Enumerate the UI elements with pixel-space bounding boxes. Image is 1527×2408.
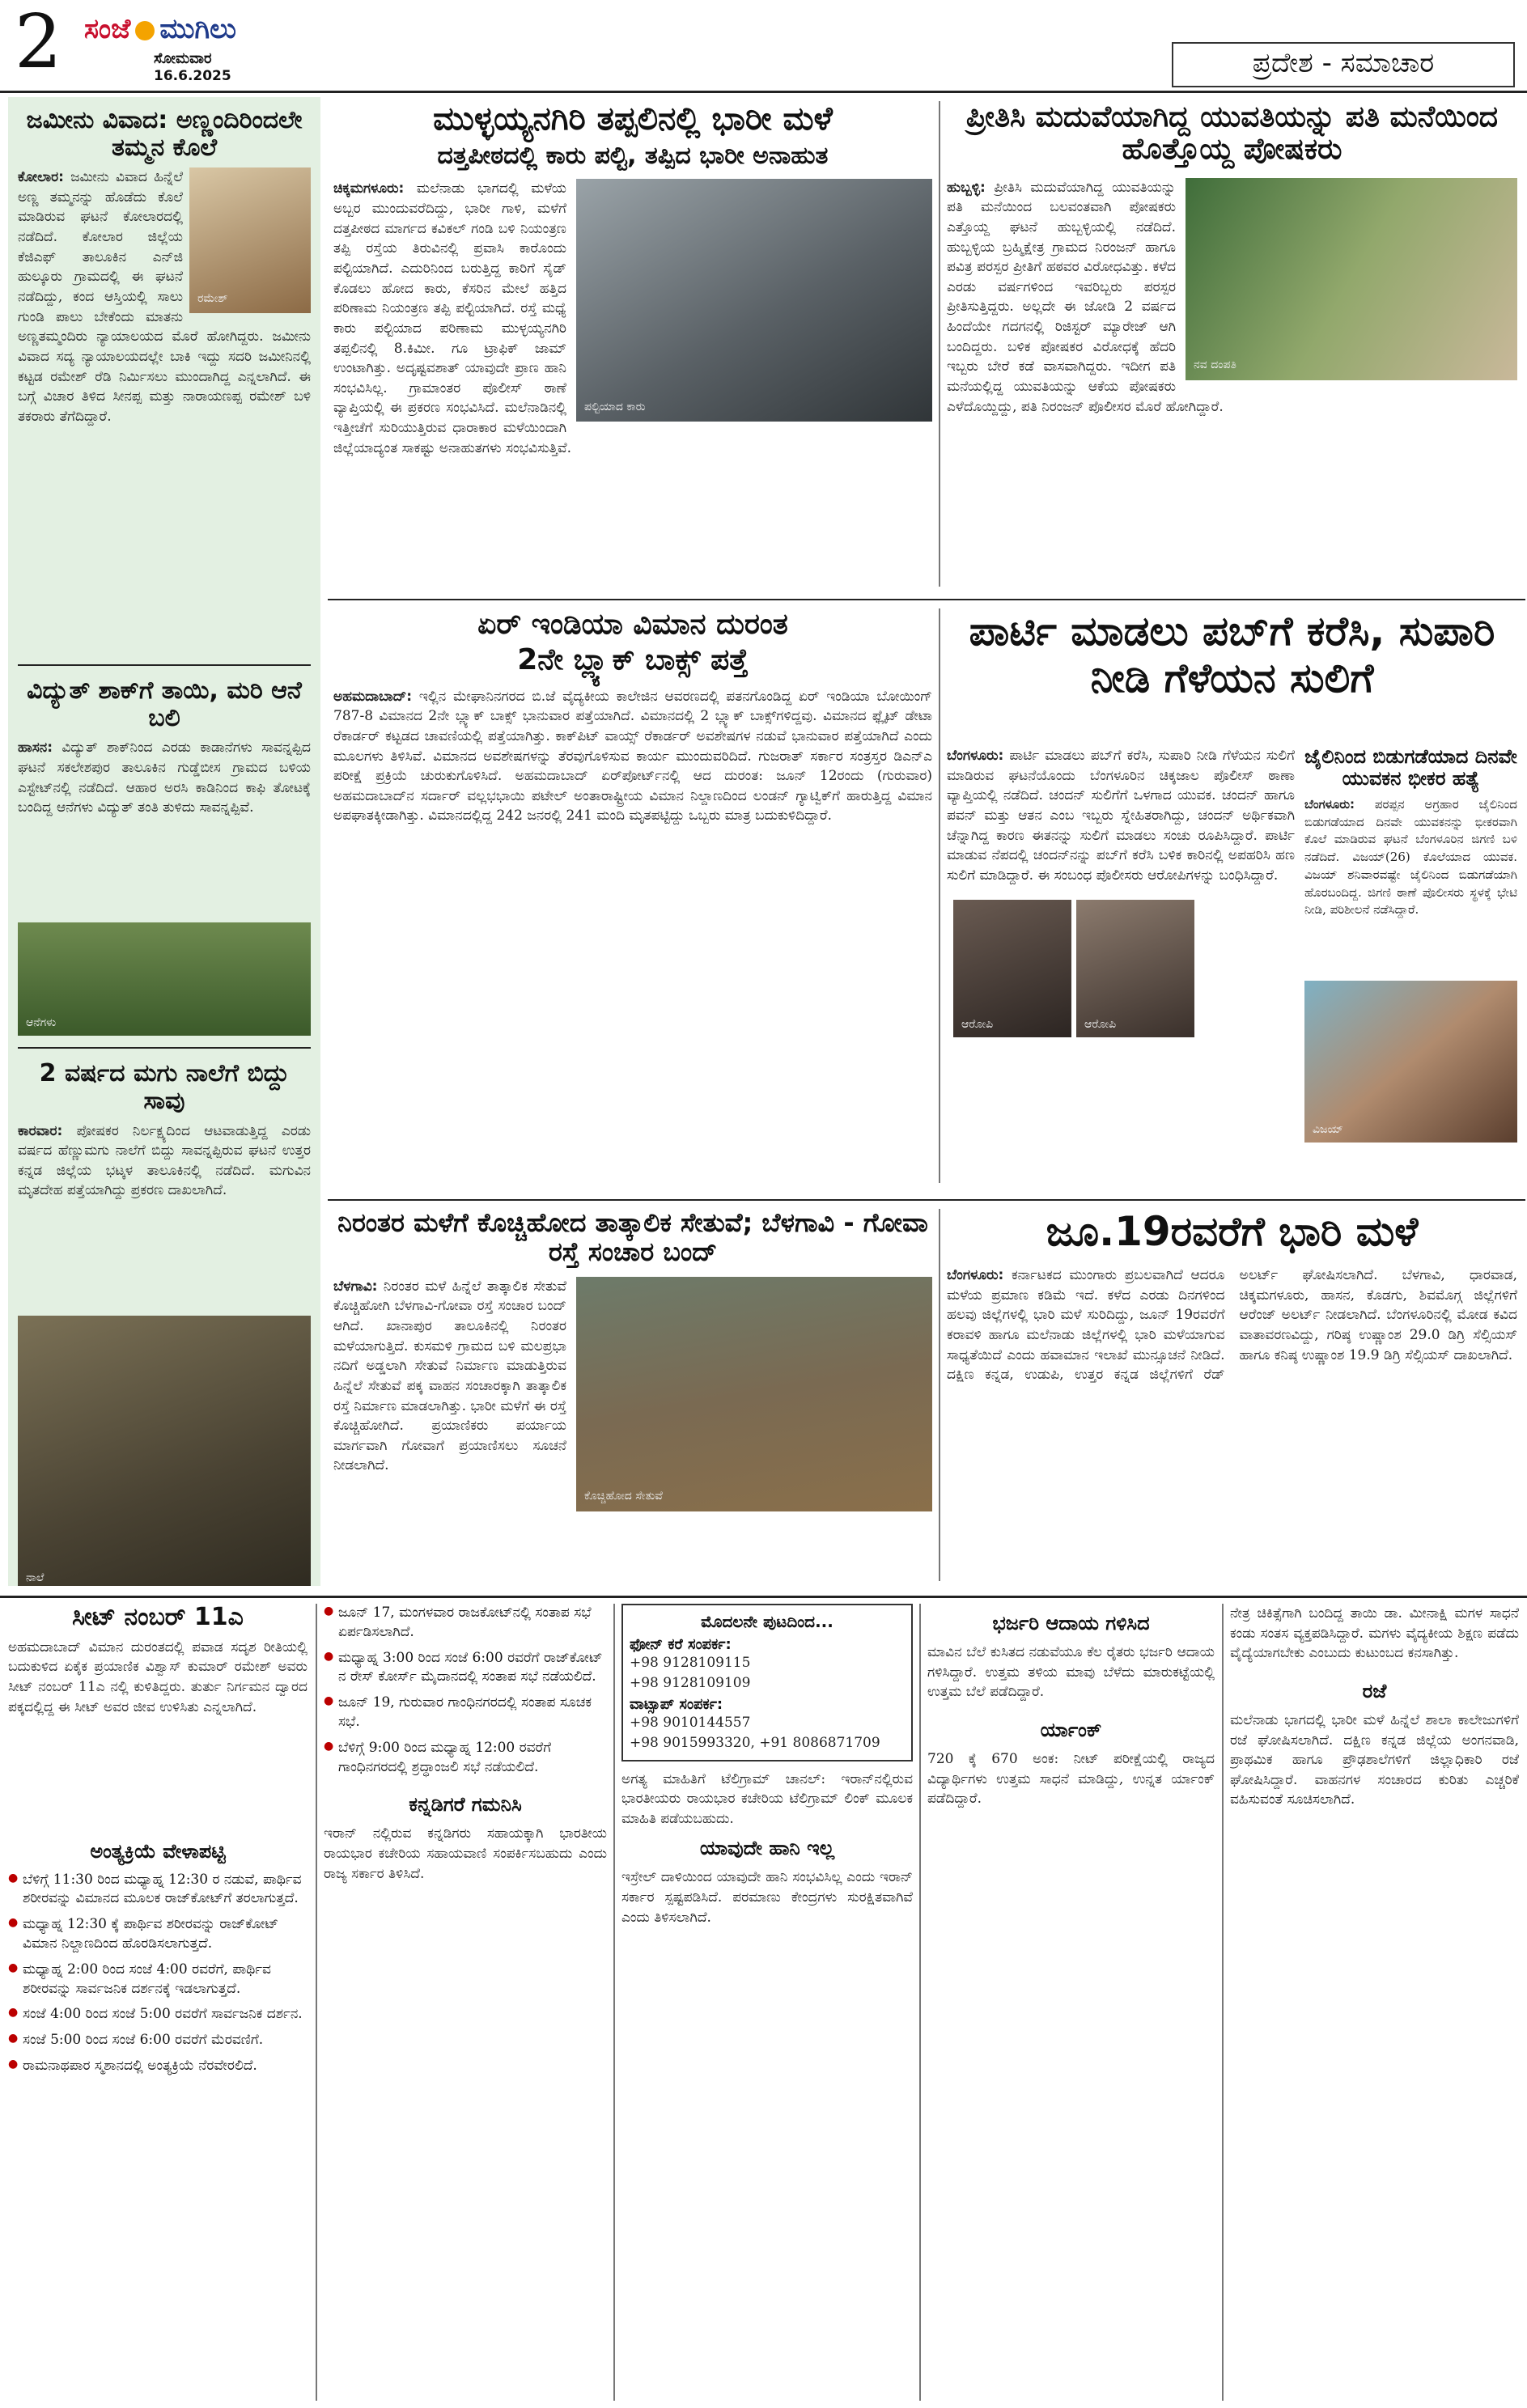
income-body: ಮಾವಿನ ಬೆಲೆ ಕುಸಿತದ ನಡುವೆಯೂ ಕೆಲ ರೈತರು ಭರ್ಜರಿ ಆದಾಯ ಗಳಿಸಿದ್ದಾರೆ. ಉತ್ತಮ ತಳಿಯ ಮಾವು ಬೆಳೆದು ಮಾರುಕಟ್ಟೆಯಲ್ಲಿ ಉತ್ತಮ ಬೆಲೆ ಪಡೆದಿದ್ದಾರೆ. bbox=[927, 1644, 1215, 1701]
divider bbox=[18, 664, 311, 666]
logo-text-2: ಮುಗಿಲು bbox=[159, 13, 236, 45]
section-rule bbox=[328, 599, 1525, 600]
jail-dateline: ಬೆಂಗಳೂರು: bbox=[1304, 796, 1355, 812]
top-right-caption: ನವ ದಂಪತಿ bbox=[1194, 358, 1236, 372]
phone-number: +98 9128109109 bbox=[630, 1674, 751, 1691]
top-right-story bbox=[947, 101, 1517, 591]
holiday-heading: ರಜೆ bbox=[1362, 1679, 1387, 1702]
top-story-dateline: ಚಿಕ್ಕಮಗಳೂರು: bbox=[333, 180, 405, 197]
section-rule bbox=[328, 1199, 1525, 1201]
kannadigas-heading: ಕನ್ನಡಿಗರೆ ಗಮನಿಸಿ bbox=[409, 1793, 522, 1817]
divider bbox=[18, 1047, 311, 1049]
top-story-body bbox=[333, 179, 932, 559]
rain-headline: ಜೂ.19ರವರೆಗೆ ಭಾರಿ ಮಳೆ bbox=[1046, 1209, 1419, 1255]
schedule-item: ● ಮಧ್ಯಾಹ್ನ 12:30 ಕ್ಕೆ ಪಾರ್ಥಿವ ಶರೀರವನ್ನು ರಾಜ್‌ಕೋಟ್ ವಿಮಾನ ನಿಲ್ದಾಣದಿಂದ ಹೊರಡಿಸಲಾಗುತ್ತದೆ. bbox=[8, 1915, 308, 1954]
bridge-headline: ನಿರಂತರ ಮಳೆಗೆ ಕೊಚ್ಚಿಹೋದ ತಾತ್ಕಾಲಿಕ ಸೇತುವೆ; ಬೆಳಗಾವಿ - ಗೋವಾ ರಸ್ತೆ ಸಂಚಾರ ಬಂದ್ bbox=[337, 1209, 928, 1267]
pub-story bbox=[947, 608, 1517, 1191]
column-divider bbox=[939, 101, 940, 587]
pub-photos bbox=[953, 900, 1196, 1037]
masthead bbox=[0, 0, 1527, 91]
schedule-list bbox=[8, 1871, 308, 2076]
kannadigas-body: ಇರಾನ್ ನಲ್ಲಿರುವ ಕನ್ನಡಿಗರು ಸಹಾಯಕ್ಕಾಗಿ ಭಾರತೀಯ ರಾಯಭಾರ ಕಚೇರಿಯ ಸಹಾಯವಾಣಿ ಸಂಪರ್ಕಿಸಬಹುದು ಎಂದು ರಾಜ್ಯ ಸರ್ಕಾರ ತಿಳಿಸಿದೆ. bbox=[324, 1825, 607, 1882]
left-story2-text: ವಿದ್ಯುತ್ ಶಾಕ್‌ನಿಂದ ಎರಡು ಕಾಡಾನೆಗಳು ಸಾವನ್ನಪ್ಪಿದ ಘಟನೆ ಸಕಲೇಶಪುರ ತಾಲೂಕಿನ ಗುಡ್ಡೆಬೀಸ ಗ್ರಾಮದ ಬಳಿಯ ಎಸ್ಟೇಟ್‌ನಲ್ಲಿ ನಡೆದಿದೆ. ಆಹಾರ ಅರಸಿ ಕಾಡಿನಿಂದ ಕಾಫಿ ತೋಟಕ್ಕೆ ಬಂದಿದ್ದ ಆನೆಗಳು ವಿದ್ಯುತ್ ತಂತಿ ತುಳಿದು ಸಾವನ್ನಪ್ಪಿವೆ. bbox=[18, 740, 311, 816]
bottom-mid1 bbox=[324, 1604, 607, 2401]
left-story3-text: ಪೋಷಕರ ನಿರ್ಲಕ್ಷ್ಯದಿಂದ ಆಟವಾಡುತ್ತಿದ್ದ ಎರಡು ವರ್ಷದ ಹೆಣ್ಣುಮಗು ನಾಲೆಗೆ ಬಿದ್ದು ಸಾವನ್ನಪ್ಪಿರುವ ಘಟನೆ ಉತ್ತರ ಕನ್ನಡ ಜಿಲ್ಲೆಯ ಭಟ್ಕಳ ತಾಲೂಕಿನಲ್ಲಿ ನಡೆದಿದೆ. ಮಗುವಿನ ಮೃತದೇಹ ಪತ್ತೆಯಾಗಿದ್ದು ಪ್ರಕರಣ ದಾಖಲಾಗಿದೆ. bbox=[18, 1122, 311, 1199]
left-story1-text: ಜಮೀನು ವಿವಾದ ಹಿನ್ನೆಲೆ ಅಣ್ಣ ತಮ್ಮನನ್ನು ಹೊಡೆದು ಕೊಲೆ ಮಾಡಿರುವ ಘಟನೆ ಕೋಲಾರದಲ್ಲಿ ನಡೆದಿದೆ. ಕೋಲಾರ ಜಿಲ್ಲೆಯ ಕೆಜಿಎಫ್ ತಾಲೂಕಿನ ಎನ್‌ಜಿ ಹುಲ್ಕೂರು ಗ್ರಾಮದಲ್ಲಿ ಈ ಘಟನೆ ನಡೆದಿದ್ದು, ಕಂದ ಆಸ್ತಿಯಲ್ಲಿ ಸಾಲು ಗುಂಡಿ ಪಾಲು ಬೇಕೆಂದು ಮಾತನು ಅಣ್ಣತಮ್ಮಂದಿರು ನ್ಯಾಯಾಲಯದ ಮೊರೆ ಹೋಗಿದ್ದರು. ಜಮೀನು ವಿವಾದ ಸದ್ಯ ನ್ಯಾಯಾಲಯದಲ್ಲೇ ಬಾಕಿ ಇದ್ದು ಸದರಿ ಜಮೀನಿನಲ್ಲಿ ಕಟ್ಟಡ ರಮೇಶ್ ರೆಡಿ ನಿರ್ಮಿಸಲು ಮುಂದಾಗಿದ್ದ ಎನ್ನಲಾಗಿದೆ. ಈ ಬಗ್ಗೆ ವಿಚಾರ ತಿಳಿದ ಸೀನಪ್ಪ ಮತ್ತು ನಾರಾಯಣಪ್ಪ ರಮೇಶ್ ಬಳಿ ತಕರಾರು ತೆಗೆದಿದ್ದಾರೆ. bbox=[18, 169, 311, 425]
front-page-box bbox=[621, 1604, 913, 1761]
column-divider bbox=[919, 1604, 921, 2401]
whatsapp-number: +98 9010144557 bbox=[630, 1715, 751, 1732]
schedule-item: ● ಬೆಳಿಗ್ಗೆ 11:30 ರಿಂದ ಮಧ್ಯಾಹ್ನ 12:30 ರ ನಡುವೆ, ಪಾರ್ಥಿವ ಶರೀರವನ್ನು ವಿಮಾನದ ಮೂಲಕ ರಾಜ್‌ಕೋಟ್‌ಗೆ ತರಲಾಗುತ್ತದೆ. bbox=[8, 1871, 308, 1910]
front-page-title: ಮೊದಲನೇ ಪುಟದಿಂದ... bbox=[701, 1612, 833, 1631]
rank-heading: ರ್ಯಾಂಕ್ bbox=[1040, 1718, 1102, 1741]
bridge-story bbox=[333, 1209, 932, 1589]
column-divider bbox=[939, 608, 940, 1183]
top-story bbox=[333, 101, 932, 591]
column-divider bbox=[939, 1209, 940, 1581]
event-item: ● ಬೆಳಿಗ್ಗೆ 9:00 ರಿಂದ ಮಧ್ಯಾಹ್ನ 12:00 ರವರೆಗೆ ಗಾಂಧಿನಗರದಲ್ಲಿ ಶ್ರದ್ಧಾಂಜಲಿ ಸಭೆ ನಡೆಯಲಿದೆ. bbox=[324, 1739, 607, 1778]
left-story3-caption: ನಾಲೆ bbox=[26, 1571, 45, 1584]
bridge-photo bbox=[576, 1277, 932, 1511]
rank-body: 720 ಕ್ಕೆ 670 ಅಂಕ: ನೀಟ್ ಪರೀಕ್ಷೆಯಲ್ಲಿ ರಾಜ್ಯದ ವಿದ್ಯಾರ್ಥಿಗಳು ಉತ್ತಮ ಸಾಧನೆ ಮಾಡಿದ್ದು, ಉನ್ನತ ರ್ಯಾಂಕ್ ಪಡೆದಿದ್ದಾರೆ. bbox=[927, 1750, 1215, 1808]
top-right-body bbox=[947, 178, 1517, 558]
pub-caption-2: ಆರೋಪಿ bbox=[1084, 1018, 1117, 1031]
page-number: 2 bbox=[15, 0, 62, 85]
column-divider bbox=[1222, 1604, 1224, 2401]
victim-photo bbox=[1304, 981, 1517, 1143]
bottom-left bbox=[8, 1604, 308, 2401]
phone-label: ಫೋನ್ ಕರೆ ಸಂಪರ್ಕ: bbox=[630, 1636, 732, 1653]
car-accident-photo bbox=[576, 179, 932, 422]
bridge-body bbox=[333, 1277, 932, 1568]
income-heading: ಭರ್ಜರಿ ಆದಾಯ ಗಳಿಸಿದ bbox=[992, 1612, 1150, 1634]
date: 16.6.2025 bbox=[154, 68, 231, 84]
schedule-item: ● ಸಂಜೆ 5:00 ರಿಂದ ಸಂಜೆ 6:00 ರವರೆಗೆ ಮೆರವಣಿಗೆ. bbox=[8, 2031, 308, 2050]
left-story1-dateline: ಕೋಲಾರ: bbox=[18, 169, 64, 186]
holiday-body: ಮಲೆನಾಡು ಭಾಗದಲ್ಲಿ ಭಾರೀ ಮಳೆ ಹಿನ್ನೆಲೆ ಶಾಲಾ ಕಾಲೇಜುಗಳಿಗೆ ರಜೆ ಘೋಷಿಸಲಾಗಿದೆ. ದಕ್ಷಿಣ ಕನ್ನಡ ಜಿಲ್ಲೆಯ ಅಂಗನವಾಡಿ, ಪ್ರಾಥಮಿಕ ಹಾಗೂ ಪ್ರೌಢಶಾಲೆಗಳಿಗೆ ಜಿಲ್ಲಾಧಿಕಾರಿ ರಜೆ ಘೋಷಿಸಿದ್ದಾರೆ. ವಾಹನಗಳ ಸಂಚಾರದ ಕುರಿತು ಎಚ್ಚರಿಕೆ ವಹಿಸುವಂತೆ ಸೂಚಿಸಲಾಗಿದೆ. bbox=[1230, 1711, 1519, 1808]
bottom-mid2 bbox=[621, 1604, 913, 2401]
schedule-item: ● ಮಧ್ಯಾಹ್ನ 2:00 ರಿಂದ ಸಂಜೆ 4:00 ರವರೆಗೆ, ಪಾರ್ಥಿವ ಶರೀರವನ್ನು ಸಾರ್ವಜನಿಕ ದರ್ಶನಕ್ಕೆ ಇಡಲಾಗುತ್ತದೆ. bbox=[8, 1961, 308, 1999]
logo-text: ಸಂಜೆ bbox=[84, 13, 131, 45]
whatsapp-label: ವಾಟ್ಸಾಪ್ ಸಂಪರ್ಕ: bbox=[630, 1696, 723, 1714]
air-india-dateline: ಅಹಮದಾಬಾದ್: bbox=[333, 688, 413, 705]
events-list bbox=[324, 1604, 607, 1777]
left-story1-caption: ರಮೇಶ್ bbox=[197, 291, 228, 305]
bridge-caption: ಕೊಚ್ಚಿಹೋದ ಸೇತುವೆ bbox=[584, 1490, 663, 1503]
accused-photo-2 bbox=[1076, 900, 1194, 1037]
event-item: ● ಮಧ್ಯಾಹ್ನ 3:00 ರಿಂದ ಸಂಜೆ 6:00 ರವರೆಗೆ ರಾಜ್‌ಕೋಟ್ ನ ರೇಸ್ ಕೋರ್ಸ್ ಮೈದಾನದಲ್ಲಿ ಸಂತಾಪ ಸಭೆ ನಡೆಯಲಿದೆ. bbox=[324, 1649, 607, 1688]
bridge-dateline: ಬೆಳಗಾವಿ: bbox=[333, 1278, 378, 1295]
day: ಸೋಮವಾರ bbox=[154, 50, 212, 67]
jail-text: ಪರಪ್ಪನ ಅಗ್ರಹಾರ ಜೈಲಿನಿಂದ ಬಿಡುಗಡೆಯಾದ ದಿನವೇ ಯುವಕನನ್ನು ಭೀಕರವಾಗಿ ಕೊಲೆ ಮಾಡಿರುವ ಘಟನೆ ಬೆಂಗಳೂರಿನ ಜಿಗಣಿ ಬಳಿ ನಡೆದಿದೆ. ವಿಜಯ್(26) ಕೊಲೆಯಾದ ಯುವಕ. ವಿಜಯ್ ಶನಿವಾರವಷ್ಟೇ ಜೈಲಿನಿಂದ ಬಿಡುಗಡೆಯಾಗಿ ಹೊರಬಂದಿದ್ದ. ಜಿಗಣಿ ಠಾಣೆ ಪೊಲೀಸರು ಸ್ಥಳಕ್ಕೆ ಭೇಟಿ ನೀಡಿ, ಪರಿಶೀಲನೆ ನಡೆಸಿದ್ದಾರೆ. bbox=[1304, 796, 1517, 918]
column-divider bbox=[316, 1604, 317, 2401]
left-story2-headline: ವಿದ್ಯುತ್ ಶಾಕ್‌ಗೆ ತಾಯಿ, ಮರಿ ಆನೆ ಬಲಿ bbox=[27, 676, 302, 732]
top-story-caption: ಪಲ್ಟಿಯಾದ ಕಾರು bbox=[584, 401, 646, 414]
left-story1-headline: ಜಮೀನು ವಿವಾದ: ಅಣ್ಣಂದಿರಿಂದಲೇ ತಮ್ಮನ ಕೊಲೆ bbox=[26, 106, 303, 162]
bottom-mid3 bbox=[927, 1604, 1215, 2401]
schedule-item: ● ರಾಮನಾಥಪಾರ ಸ್ಮಶಾನದಲ್ಲಿ ಅಂತ್ಯಕ್ರಿಯೆ ನೆರವೇರಲಿದೆ. bbox=[8, 2057, 308, 2076]
whatsapp-number: +98 9015993320, +91 8086871709 bbox=[630, 1734, 880, 1751]
bottom-right bbox=[1230, 1604, 1519, 2401]
pub-dateline: ಬೆಂಗಳೂರು: bbox=[947, 748, 1004, 764]
event-item: ● ಜೂನ್ 17, ಮಂಗಳವಾರ ರಾಜಕೋಟ್‌ನಲ್ಲಿ ಸಂತಾಪ ಸಭೆ ಏರ್ಪಡಿಸಲಾಗಿದೆ. bbox=[324, 1604, 607, 1643]
doctor-body: ನೇತ್ರ ಚಿಕಿತ್ಸೆಗಾಗಿ ಬಂದಿದ್ದ ತಾಯಿ ಡಾ. ಮೀನಾಕ್ಷಿ ಮಗಳ ಸಾಧನೆ ಕಂಡು ಸಂತಸ ವ್ಯಕ್ತಪಡಿಸಿದ್ದಾರೆ. ಮಗಳು ವೈದ್ಯಕೀಯ ಶಿಕ್ಷಣ ಪಡೆದು ವೈದ್ಯೆಯಾಗಬೇಕು ಎಂಬುದು ಕುಟುಂಬದ ಕನಸಾಗಿತ್ತು. bbox=[1230, 1605, 1519, 1662]
top-story-text: ಮಲೆನಾಡು ಭಾಗದಲ್ಲಿ ಮಳೆಯ ಅಬ್ಬರ ಮುಂದುವರೆದಿದ್ದು, ಭಾರೀ ಗಾಳಿ, ಮಳೆಗೆ ದತ್ತಪೀಠದ ಮಾರ್ಗದ ಕವಿಕಲ್ ಗಂಡಿ ಬಳಿ ನಿಯಂತ್ರಣ ತಪ್ಪಿ ರಸ್ತೆಯ ತಿರುವಿನಲ್ಲಿ ಪ್ರವಾಸಿ ಕಾರೊಂದು ಪಲ್ಟಿಯಾಗಿದೆ. ಎದುರಿನಿಂದ ಬರುತ್ತಿದ್ದ ಕಾರಿಗೆ ಸೈಡ್ ಕೊಡಲು ಹೋದ ಕಾರು, ಕೆಸರಿನ ಮೇಲೆ ಹತ್ತಿದ ಪರಿಣಾಮ ನಿಯಂತ್ರಣ ತಪ್ಪಿ ಪಲ್ಟಿಯಾಗಿದೆ. ರಸ್ತೆ ಮಧ್ಯೆ ಕಾರು ಪಲ್ಟಿಯಾದ ಪರಿಣಾಮ ಮುಳ್ಳಯ್ಯನಗಿರಿ ತಪ್ಪಲಿನಲ್ಲಿ 8.ಕಿಮೀ. ಗೂ ಟ್ರಾಫಿಕ್ ಜಾಮ್ ಉಂಟಾಗಿತ್ತು. ಅದೃಷ್ಟವಶಾತ್ ಯಾವುದೇ ಪ್ರಾಣ ಹಾನಿ ಸಂಭವಿಸಿಲ್ಲ. ಗ್ರಾಮಾಂತರ ಪೊಲೀಸ್ ಠಾಣೆ ವ್ಯಾಪ್ತಿಯಲ್ಲಿ ಈ ಪ್ರಕರಣ ಸಂಭವಿಸಿದೆ. ಮಲೆನಾಡಿನಲ್ಲಿ ಇತ್ತೀಚೆಗೆ ಸುರಿಯುತ್ತಿರುವ ಧಾರಾಕಾರ ಮಳೆಯಿಂದಾಗಿ ಜಿಲ್ಲೆಯಾದ್ಯಂತ ಸಾಕಷ್ಟು ಅನಾಹುತಗಳು ಸಂಭವಿಸುತ್ತಿವೆ. bbox=[333, 180, 572, 456]
couple-photo bbox=[1186, 178, 1517, 380]
air-india-body bbox=[333, 687, 932, 1172]
left-story2-caption: ಆನೆಗಳು bbox=[26, 1016, 57, 1030]
sun-icon bbox=[135, 21, 155, 40]
logo bbox=[84, 13, 236, 45]
phone-number: +98 9128109115 bbox=[630, 1655, 751, 1671]
elephants-photo bbox=[18, 922, 311, 1036]
top-right-headline: ಪ್ರೀತಿಸಿ ಮದುವೆಯಾಗಿದ್ದ ಯುವತಿಯನ್ನು ಪತಿ ಮನೆಯಿಂದ ಹೊತ್ತೊಯ್ದ ಪೋಷಕರು bbox=[965, 101, 1499, 167]
jail-headline: ಜೈಲಿನಿಂದ ಬಿಡುಗಡೆಯಾದ ದಿನವೇ ಯುವಕನ ಭೀಕರ ಹತ್ಯೆ bbox=[1304, 746, 1517, 790]
pub-caption-1: ಆರೋಪಿ bbox=[961, 1018, 994, 1031]
air-india-text: ಇಲ್ಲಿನ ಮೇಘಾನಿನಗರದ ಬಿ.ಜೆ ವೈದ್ಯಕೀಯ ಕಾಲೇಜಿನ ಆವರಣದಲ್ಲಿ ಪತನಗೊಂಡಿದ್ದ ಏರ್ ಇಂಡಿಯಾ ಬೋಯಿಂಗ್ 787-8 ವಿಮಾನದ 2ನೇ ಬ್ಲ್ಯಾಕ್ ಬಾಕ್ಸ್ ಭಾನುವಾರ ಪತ್ತೆಯಾಗಿದೆ. ವಿಮಾನದಲ್ಲಿ 2 ಬ್ಲ್ಯಾಕ್ ಬಾಕ್ಸ್‌ಗಳಿದ್ದವು. ವಿಮಾನದ ಫ್ಲೈಟ್ ಡೇಟಾ ರೆಕಾರ್ಡರ್ ಕಟ್ಟಡದ ಚಾವಣಿಯಲ್ಲಿ ಪತ್ತೆಯಾಗಿತ್ತು. ಕಾಕ್‌ಪಿಟ್ ವಾಯ್ಸ್ ರೆಕಾರ್ಡರ್ ಅವಶೇಷಗಳ ನಡುವೆ ಭಾನುವಾರ ಪತ್ತೆಯಾಗಿದೆ ಎಂದು ಮೂಲಗಳು ತಿಳಿಸಿವೆ. ವಿಮಾನದ ಅವಶೇಷಗಳನ್ನು ತೆರವುಗೊಳಿಸುವ ಕಾರ್ಯ ಮುಂದುವರಿದಿದೆ. ಗುಜರಾತ್ ಸರ್ಕಾರ ಸಂತ್ರಸ್ತರ ಡಿಎನ್‌ಎ ಪರೀಕ್ಷೆ ಪ್ರಕ್ರಿಯೆ ಚುರುಕುಗೊಳಿಸಿದೆ. ಅಹಮದಾಬಾದ್ ಏರ್‌ಪೋರ್ಟ್‌ನಲ್ಲಿ ಆದ ದುರಂತ: ಜೂನ್ 12ರಂದು (ಗುರುವಾರ) ಅಹಮದಾಬಾದ್‌ನ ಸರ್ದಾರ್ ವಲ್ಲಭಭಾಯಿ ಪಟೇಲ್ ಅಂತಾರಾಷ್ಟ್ರೀಯ ವಿಮಾನ ನಿಲ್ದಾಣದಿಂದ ಲಂಡನ್ ಗ್ಯಾಟ್ವಿಕ್‌ಗೆ ಹಾರುತ್ತಿದ್ದ ವಿಮಾನ ಅಪಘಾತಕ್ಕೀಡಾಗಿತ್ತು. ವಿಮಾನದಲ್ಲಿದ್ದ 242 ಜನರಲ್ಲಿ 241 ಮಂದಿ ಮೃತಪಟ್ಟಿದ್ದು ಒಬ್ಬರು ಮಾತ್ರ ಬದುಕುಳಿದಿದ್ದಾರೆ. bbox=[333, 688, 932, 825]
rain-text: ಕರ್ನಾಟಕದ ಮುಂಗಾರು ಪ್ರಬಲವಾಗಿದೆ ಆದರೂ ಮಳೆಯ ಪ್ರಮಾಣ ಕಡಿಮೆ ಇದೆ. ಕಳೆದ ಎರಡು ದಿನಗಳಿಂದ ಹಲವು ಜಿಲ್ಲೆಗಳಲ್ಲಿ ಭಾರಿ ಮಳೆ ಸುರಿದಿದ್ದು, ಜೂನ್ 19ರವರೆಗೆ ಕರಾವಳಿ ಹಾಗೂ ಮಲೆನಾಡು ಜಿಲ್ಲೆಗಳಲ್ಲಿ ಭಾರಿ ಮಳೆಯಾಗುವ ಸಾಧ್ಯತೆಯಿದೆ ಎಂದು ಹವಾಮಾನ ಇಲಾಖೆ ಮುನ್ಸೂಚನೆ ನೀಡಿದೆ. ದಕ್ಷಿಣ ಕನ್ನಡ, ಉಡುಪಿ, ಉತ್ತರ ಕನ್ನಡ ಜಿಲ್ಲೆಗಳಿಗೆ ರೆಡ್ ಅಲರ್ಟ್ ಘೋಷಿಸಲಾಗಿದೆ. ಬೆಳಗಾವಿ, ಧಾರವಾಡ, ಚಿಕ್ಕಮಗಳೂರು, ಹಾಸನ, ಕೊಡಗು, ಶಿವಮೊಗ್ಗ ಜಿಲ್ಲೆಗಳಿಗೆ ಆರೆಂಜ್ ಅಲರ್ಟ್ ನೀಡಲಾಗಿದೆ. ಬೆಂಗಳೂರಿನಲ್ಲಿ ಮೋಡ ಕವಿದ ವಾತಾವರಣವಿದ್ದು, ಗರಿಷ್ಠ ಉಷ್ಣಾಂಶ 29.0 ಡಿಗ್ರಿ ಸೆಲ್ಸಿಯಸ್ ಹಾಗೂ ಕನಿಷ್ಠ ಉಷ್ಣಾಂಶ 19.9 ಡಿಗ್ರಿ ಸೆಲ್ಸಿಯಸ್ ದಾಖಲಾಗಿದೆ. bbox=[947, 1267, 1517, 1384]
left-story3-dateline: ಕಾರವಾರ: bbox=[18, 1122, 63, 1139]
pub-text: ಪಾರ್ಟಿ ಮಾಡಲು ಪಬ್‌ಗೆ ಕರೆಸಿ, ಸುಪಾರಿ ನೀಡಿ ಗೆಳೆಯನ ಸುಲಿಗೆ ಮಾಡಿರುವ ಘಟನೆಯೊಂದು ಬೆಂಗಳೂರಿನ ಚಿಕ್ಕಜಾಲ ಪೊಲೀಸ್ ಠಾಣಾ ವ್ಯಾಪ್ತಿಯಲ್ಲಿ ನಡೆದಿದೆ. ಚಂದನ್ ಸುಲಿಗೆಗೆ ಒಳಗಾದ ಯುವಕ. ಚಂದನ್ ಹಾಗೂ ಪವನ್ ಮತ್ತು ಆತನ ಎಂಬ ಇಬ್ಬರು ಸ್ನೇಹಿತರಾಗಿದ್ದು, ಚಂದನ್ ಅರ್ಥಿಕವಾಗಿ ಚೆನ್ನಾಗಿದ್ದ ಕಾರಣ ಈತನನ್ನು ಸುಲಿಗೆ ಮಾಡಲು ಸಂಚು ರೂಪಿಸಿದ್ದಾರೆ. ಪಾರ್ಟಿ ಮಾಡುವ ನೆಪದಲ್ಲಿ ಚಂದನ್‌ನನ್ನು ಪಬ್‌ಗೆ ಕರೆಸಿ ಬಳಿಕ ಕಾರಿನಲ್ಲಿ ಅಪಹರಿಸಿ ಹಣ ಸುಲಿಗೆ ಮಾಡಿದ್ದಾರೆ. ಈ ಸಂಬಂಧ ಪೊಲೀಸರು ಆರೋಪಿಗಳನ್ನು ಬಂಧಿಸಿದ್ದಾರೆ. bbox=[947, 748, 1295, 884]
rain-body bbox=[947, 1265, 1517, 1573]
pub-headline: ಪಾರ್ಟಿ ಮಾಡಲು ಪಬ್‌ಗೆ ಕರೆಸಿ, ಸುಪಾರಿ ನೀಡಿ ಗೆಳೆಯನ ಸುಲಿಗೆ bbox=[969, 608, 1495, 702]
no-damage-body: ಇಸ್ರೇಲ್ ದಾಳಿಯಿಂದ ಯಾವುದೇ ಹಾನಿ ಸಂಭವಿಸಿಲ್ಲ ಎಂದು ಇರಾನ್ ಸರ್ಕಾರ ಸ್ಪಷ್ಟಪಡಿಸಿದೆ. ಪರಮಾಣು ಕೇಂದ್ರಗಳು ಸುರಕ್ಷಿತವಾಗಿವೆ ಎಂದು ತಿಳಿಸಲಾಗಿದೆ. bbox=[621, 1869, 913, 1926]
rain-story bbox=[947, 1209, 1517, 1589]
bridge-text: ನಿರಂತರ ಮಳೆ ಹಿನ್ನೆಲೆ ತಾತ್ಕಾಲಿಕ ಸೇತುವೆ ಕೊಚ್ಚಿಹೋಗಿ ಬೆಳಗಾವಿ-ಗೋವಾ ರಸ್ತೆ ಸಂಚಾರ ಬಂದ್ ಆಗಿದೆ. ಖಾನಾಪುರ ತಾಲೂಕಿನಲ್ಲಿ ನಿರಂತರ ಮಳೆಯಾಗುತ್ತಿದೆ. ಕುಸಮಳಿ ಗ್ರಾಮದ ಬಳಿ ಮಲಪ್ರಭಾ ನದಿಗೆ ಅಡ್ಡಲಾಗಿ ಸೇತುವೆ ನಿರ್ಮಾಣ ಮಾಡುತ್ತಿರುವ ಹಿನ್ನೆಲೆ ಸೇತುವೆ ಪಕ್ಕ ವಾಹನ ಸಂಚಾರಕ್ಕಾಗಿ ತಾತ್ಕಾಲಿಕ ರಸ್ತೆ ನಿರ್ಮಾಣ ಮಾಡಲಾಗಿತ್ತು. ಭಾರೀ ಮಳೆಗೆ ಈ ರಸ್ತೆ ಕೊಚ್ಚಿಹೋಗಿದೆ. ಪ್ರಯಾಣಿಕರು ಪರ್ಯಾಯ ಮಾರ್ಗವಾಗಿ ಗೋವಾಗೆ ಪ್ರಯಾಣಿಸಲು ಸೂಚನೆ ನೀಡಲಾಗಿದೆ. bbox=[333, 1278, 567, 1474]
left-story3-body bbox=[18, 1121, 311, 1308]
masthead-rule bbox=[0, 91, 1527, 93]
top-story-subhead: ದತ್ತಪೀಠದಲ್ಲಿ ಕಾರು ಪಲ್ಟಿ, ತಪ್ಪಿದ ಭಾರೀ ಅನಾಹುತ bbox=[437, 141, 829, 170]
no-damage-heading: ಯಾವುದೇ ಹಾನಿ ಇಲ್ಲ bbox=[699, 1837, 835, 1860]
air-india-subhead: 2ನೇ ಬ್ಲ್ಯಾಕ್ ಬಾಕ್ಸ್ ಪತ್ತೆ bbox=[517, 643, 749, 677]
accused-photo-1 bbox=[953, 900, 1071, 1037]
schedule-heading: ಅಂತ್ಯಕ್ರಿಯೆ ವೇಳಾಪಟ್ಟಿ bbox=[90, 1839, 226, 1863]
section-title: ಪ್ರದೇಶ - ಸಮಾಚಾರ bbox=[1172, 42, 1515, 87]
section-rule bbox=[0, 1596, 1527, 1598]
seat-body: ಅಹಮದಾಬಾದ್ ವಿಮಾನ ದುರಂತದಲ್ಲಿ ಪವಾಡ ಸದೃಶ ರೀತಿಯಲ್ಲಿ ಬದುಕುಳಿದ ಏಕೈಕ ಪ್ರಯಾಣಿಕ ವಿಶ್ವಾಸ್ ಕುಮಾರ್ ರಮೇಶ್ ಅವರು ಸೀಟ್ ನಂಬರ್ 11ಎ ನಲ್ಲಿ ಕುಳಿತಿದ್ದರು. ತುರ್ತು ನಿರ್ಗಮನ ದ್ವಾರದ ಪಕ್ಕದಲ್ಲಿದ್ದ ಈ ಸೀಟ್ ಅವರ ಜೀವ ಉಳಿಸಿತು ಎನ್ನಲಾಗಿದೆ. bbox=[8, 1639, 308, 1715]
seat-headline: ಸೀಟ್ ನಂಬರ್ 11ಎ bbox=[72, 1604, 244, 1631]
air-india-story bbox=[333, 608, 932, 1191]
event-item: ● ಜೂನ್ 19, ಗುರುವಾರ ಗಾಂಧಿನಗರದಲ್ಲಿ ಸಂತಾಪ ಸೂಚಕ ಸಭೆ. bbox=[324, 1694, 607, 1732]
left-story1-photo bbox=[189, 167, 311, 313]
air-india-headline: ಏರ್ ಇಂಡಿಯಾ ವಿಮಾನ ದುರಂತ bbox=[477, 608, 788, 641]
schedule-item: ● ಸಂಜೆ 4:00 ರಿಂದ ಸಂಜೆ 5:00 ರವರೆಗೆ ಸಾರ್ವಜನಿಕ ದರ್ಶನ. bbox=[8, 2005, 308, 2024]
left-story1-body bbox=[18, 167, 311, 653]
column-divider bbox=[613, 1604, 615, 2401]
left-story3-headline: 2 ವರ್ಷದ ಮಗು ನಾಲೆಗೆ ಬಿದ್ದು ಸಾವು bbox=[39, 1059, 290, 1115]
top-right-dateline: ಹುಬ್ಬಳ್ಳಿ: bbox=[947, 179, 986, 196]
left-story2-dateline: ಹಾಸನ: bbox=[18, 740, 53, 757]
top-story-headline: ಮುಳ್ಳಯ್ಯನಗಿರಿ ತಪ್ಪಲಿನಲ್ಲಿ ಭಾರೀ ಮಳೆ bbox=[433, 101, 833, 138]
left-story2-body bbox=[18, 738, 311, 916]
left-column bbox=[8, 97, 320, 1586]
rain-dateline: ಬೆಂಗಳೂರು: bbox=[947, 1267, 1004, 1283]
jail-body bbox=[1304, 796, 1517, 974]
telegram-body: ಅಗತ್ಯ ಮಾಹಿತಿಗೆ ಟೆಲಿಗ್ರಾಮ್ ಚಾನಲ್: ಇರಾನ್‌ನಲ್ಲಿರುವ ಭಾರತೀಯರು ರಾಯಭಾರ ಕಚೇರಿಯ ಟೆಲಿಗ್ರಾಮ್ ಲಿಂಕ್ ಮೂಲಕ ಮಾಹಿತಿ ಪಡೆಯಬಹುದು. bbox=[621, 1770, 913, 1827]
jail-story bbox=[1304, 746, 1517, 1183]
top-right-text: ಪ್ರೀತಿಸಿ ಮದುವೆಯಾಗಿದ್ದ ಯುವತಿಯನ್ನು ಪತಿ ಮನೆಯಿಂದ ಬಲವಂತವಾಗಿ ಪೋಷಕರು ಎತ್ತೊಯ್ದ ಘಟನೆ ಹುಬ್ಬಳ್ಳಿಯಲ್ಲಿ ನಡೆದಿದೆ. ಹುಬ್ಬಳ್ಳಿಯ ಬ್ರಹ್ಮಿಕ್ಷೇತ್ರ ಗ್ರಾಮದ ನಿರಂಜನ್ ಹಾಗೂ ಪವಿತ್ರ ಪರಸ್ಪರ ಪ್ರೀತಿಗೆ ಹಠವರ ವಿರೋಧವಿತ್ತು. ಕಳೆದ ಎರಡು ವರ್ಷಗಳಿಂದ ಇವರಿಬ್ಬರು ಪರಸ್ಪರ ಪ್ರೀತಿಸುತ್ತಿದ್ದರು. ಅಲ್ಲದೇ ಈ ಜೋಡಿ 2 ವರ್ಷದ ಹಿಂದೆಯೇ ಗದಗನಲ್ಲಿ ರಿಜಿಸ್ಟರ್ ಮ್ಯಾರೇಜ್ ಆಗಿ ಬಂದಿದ್ದರು. ಬಳಿಕ ಪೋಷಕರ ವಿರೋಧಕ್ಕೆ ಹೆದರಿ ಇಬ್ಬರು ಬೇರೆ ಕಡೆ ವಾಸವಾಗಿದ್ದರು. ಇದೀಗ ಪತಿ ಮನೆಯಲ್ಲಿದ್ದ ಯುವತಿಯನ್ನು ಆಕೆಯ ಪೋಷಕರು ಎಳೆದೊಯ್ದಿದ್ದು, ಪತಿ ನಿರಂಜನ್ ಪೊಲೀಸರ ಮೊರೆ ಹೋಗಿದ್ದಾರೆ. bbox=[947, 179, 1224, 415]
jail-caption: ವಿಜಯ್ bbox=[1313, 1122, 1343, 1136]
canal-photo bbox=[18, 1316, 311, 1586]
